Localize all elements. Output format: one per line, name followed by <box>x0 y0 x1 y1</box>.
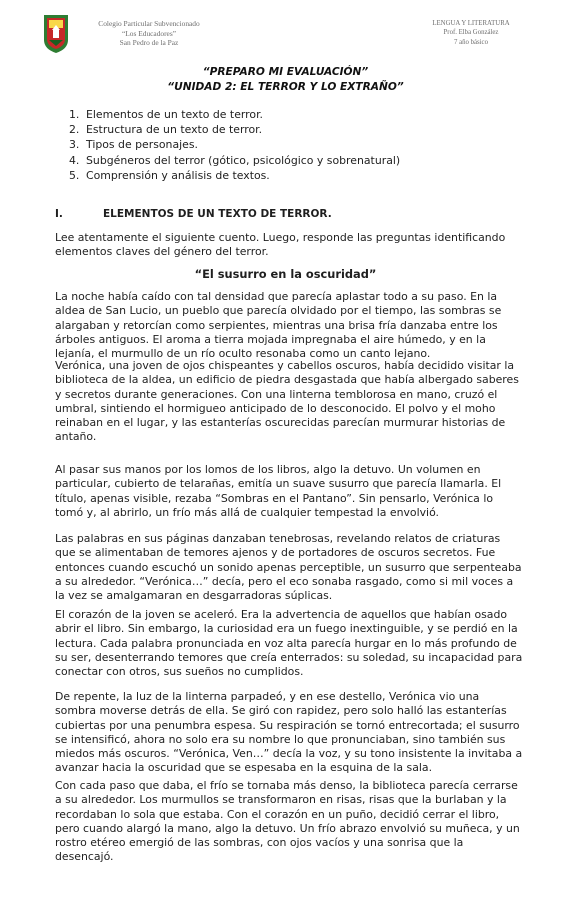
school-header <box>78 19 220 48</box>
list-item-text: Comprensión y análisis de textos. <box>86 168 270 182</box>
school-name: Colegio Particular Subvencionado <box>98 19 200 28</box>
list-item-text: Subgéneros del terror (gótico, psicológico y sobrenatural) <box>86 153 401 167</box>
course-header <box>416 19 526 47</box>
story-paragraph: Con cada paso que daba, el frío se tornaba más denso, la biblioteca parecía cerrarse a su alrededor. Los murmullos se transformaron en risas, risas que la burlaban y la recordaban lo sola que estaba. Con el corazón en un puño, decidió cerrar el libro, pero cuando alargó la mano, algo la detuvo. Un frío abrazo envolvió su muñeca, y un rostro etéreo emergió de las sombras, con ojos vacíos y una sonrisa que la desencajó. <box>55 779 520 864</box>
list-item-text: Elementos de un texto de terror. <box>86 108 264 121</box>
grade-label: 7 año básico <box>454 38 488 46</box>
list-item-text: Estructura de un texto de terror. <box>86 123 263 137</box>
list-item <box>69 122 400 137</box>
list-item-text: Tipos de personajes. <box>86 138 198 152</box>
story-title: “El susurro en la oscuridad” <box>194 267 377 281</box>
list-item <box>69 153 400 168</box>
objectives-list <box>69 107 400 183</box>
list-item <box>69 137 400 152</box>
story-paragraph: Verónica, una joven de ojos chispeantes y cabellos oscuros, había decidido visitar la biblioteca de la aldea, un edificio de piedra desgastada que había albergado saberes y secretos durante generaciones. Con una linterna temblorosa en mano, cruzó el umbral, sintiendo el hormigueo anticipado de lo desconocido. El polvo y el moho reinaban en el lugar, y las estanterías oscurecidas parecían murmurar historias de antaño. <box>55 359 519 444</box>
school-motto: “Los Educadores” <box>122 28 176 38</box>
list-item-number: 1. <box>69 108 80 121</box>
school-crest-icon <box>43 14 69 54</box>
story-paragraph: Al pasar sus manos por los lomos de los libros, algo la detuvo. Un volumen en particular, cubierto de telarañas, emitía un suave susurro que parecía llamarla. El título, apenas visible, rezaba “Sombras en el Pantano”. Sin pensarlo, Verónica lo tomó y, al abrirlo, un frío más allá de cualquier tempestad la envolvió. <box>55 463 502 519</box>
subject-name: LENGUA Y LITERATURA <box>432 20 510 27</box>
story-paragraph: La noche había caído con tal densidad que parecía aplastar todo a su paso. En la aldea de San Lucio, un pueblo que parecía olvidado por el tiempo, las sombras se alargaban y retorcían como serpientes, mientras una brisa fría danzaba entre los árboles antiguos. El aroma a tierra mojada impregnaba el aire húmedo, y en la lejanía, el murmullo de un río oculto resonaba como un canto lejano. <box>55 290 502 361</box>
list-item <box>69 107 400 122</box>
list-item <box>69 168 400 183</box>
list-item-number: 5. <box>69 168 80 182</box>
unit-title: “UNIDAD 2: EL TERROR Y LO EXTRAÑO” <box>167 81 404 93</box>
story-paragraph: De repente, la luz de la linterna parpadeó, y en ese destello, Verónica vio una sombra moverse detrás de ella. Se giró con rapidez, pero solo halló las estanterías cubiertas por una penumbra espesa. Su respiración se tornó entrecortada; el susurro se intensificó, ahora no solo era su nombre lo que pronunciaban, sino también sus miedos más oscuros. “Verónica, Ven…” decía la voz, y su tono insistente la invitaba a avanzar hacia la oscuridad que se espesaba en la esquina de la sala. <box>55 690 523 775</box>
list-item-number: 3. <box>69 138 80 152</box>
list-item-number: 2. <box>69 123 80 137</box>
section-title: ELEMENTOS DE UN TEXTO DE TERROR. <box>103 208 332 220</box>
story-paragraph: El corazón de la joven se aceleró. Era la advertencia de aquellos que habían osado abrir el libro. Sin embargo, la curiosidad era un fuego inextinguible, y se perdió en la lectura. Cada palabra pronunciada en voz alta parecía hurgar en lo más profundo de su ser, desenterrando temores que creía enterrados: su soledad, su incapacidad para conectar con otros, sus sueños no cumplidos. <box>55 608 523 679</box>
section-numeral: I. <box>55 208 63 220</box>
story-paragraph: Las palabras en sus páginas danzaban tenebrosas, revelando relatos de criaturas que se alimentaban de temores ajenos y de portadores de oscuros secretos. Fue entonces cuando escuchó un sonido apenas perceptible, un susurro que serpenteaba a su alrededor. “Verónica…” decía, pero el eco sonaba rasgado, como si mil voces a la vez se amalgamaran en desgarradoras súplicas. <box>55 532 522 603</box>
teacher-name: Prof. Elba González <box>443 29 499 37</box>
page-title: “PREPARO MI EVALUACIÓN” <box>202 66 369 78</box>
school-location: San Pedro de la Paz <box>119 38 179 48</box>
instructions: Lee atentamente el siguiente cuento. Luego, responde las preguntas identificando elementos claves del género del terror. <box>55 231 506 259</box>
list-item-number: 4. <box>69 153 80 167</box>
section-heading <box>55 208 332 220</box>
